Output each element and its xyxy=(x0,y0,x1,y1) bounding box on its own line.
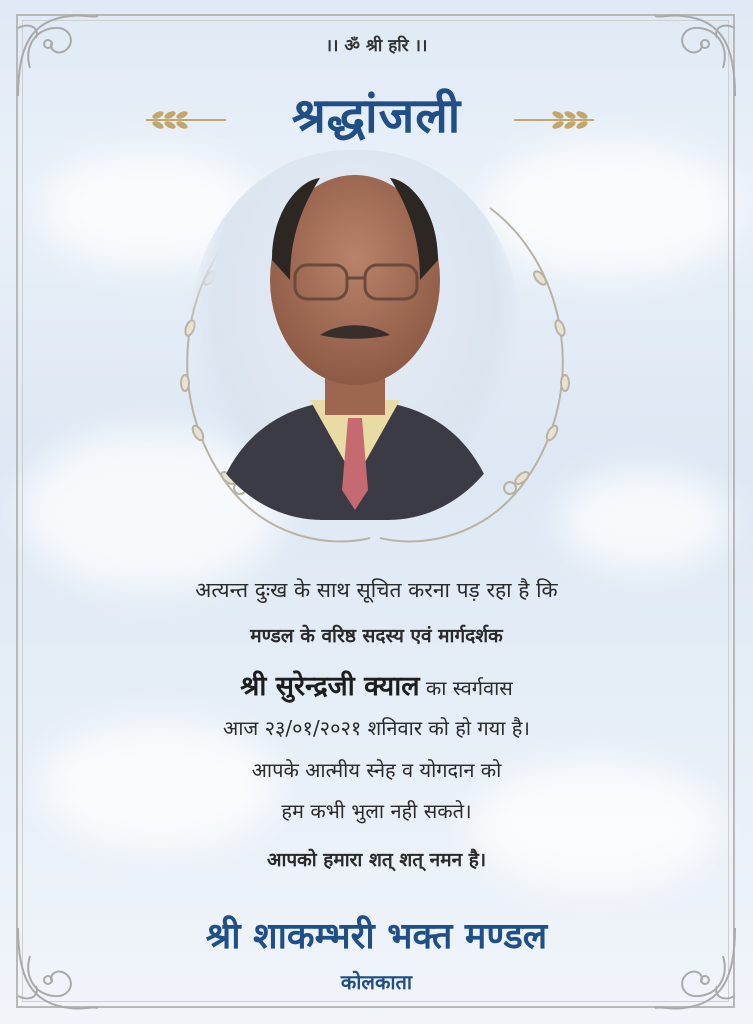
laurel-branch-icon xyxy=(146,108,226,132)
message-line-date: आज २३/०१/२०२१ शनिवार को हो गया है। xyxy=(222,716,531,740)
invocation-text: ।। ॐ श्री हरि ।। xyxy=(325,36,428,56)
deceased-name: श्री सुरेन्द्रजी क्याल xyxy=(240,671,420,702)
message-line: अत्यन्त दुःख के साथ सूचित करना पड़ रहा है कि xyxy=(195,578,558,602)
organization-city: कोलकाता xyxy=(340,970,413,994)
message-line-tribute: आपको हमारा शत् शत् नमन है। xyxy=(266,849,487,871)
laurel-branch-icon xyxy=(514,108,594,132)
message-line-name xyxy=(0,666,753,703)
message-line: हम कभी भुला नही सकते। xyxy=(281,799,472,823)
message-line-role: मण्डल के वरिष्ठ सदस्य एवं मार्गदर्शक xyxy=(250,625,503,647)
message-line: आपके आत्मीय स्नेह व योगदान को xyxy=(251,758,502,782)
page-title: श्रद्धांजली xyxy=(291,88,462,144)
message-text: का स्वर्गवास xyxy=(425,676,513,700)
organization-name: श्री शाकम्भरी भक्त मण्डल xyxy=(205,916,548,957)
portrait-photo xyxy=(190,150,520,520)
person-portrait-icon xyxy=(190,150,520,520)
